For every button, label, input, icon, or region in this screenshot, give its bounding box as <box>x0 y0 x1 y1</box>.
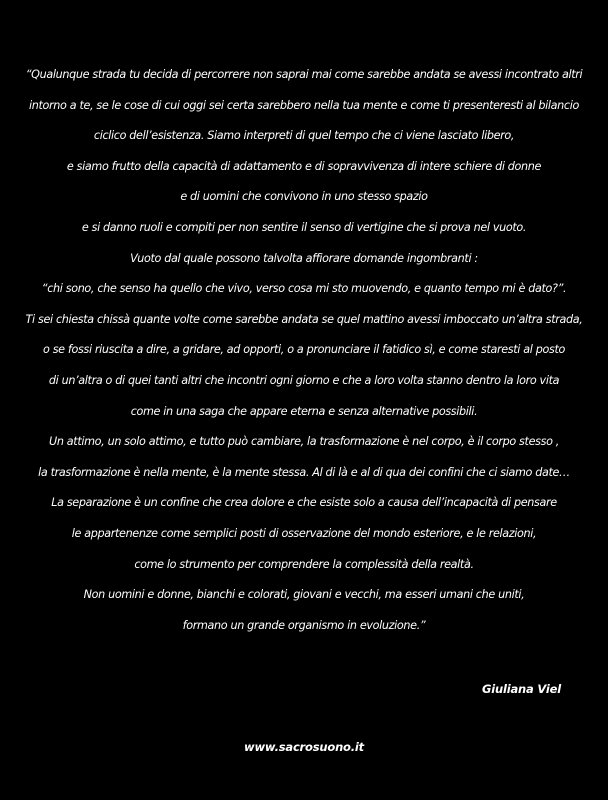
poem-line: La separazione è un confine che crea dolore e che esiste solo a causa dell’incapacità di pensare <box>51 496 557 510</box>
poem-line: come lo strumento per comprendere la complessità della realtà. <box>134 557 474 571</box>
poem-line: Non uomini e donne, bianchi e colorati, giovani e vecchi, ma esseri umani che uniti, <box>83 588 525 602</box>
poem-line: Ti sei chiesta chissà quante volte come sarebbe andata se quel mattino avessi imboccato un’altra strada, <box>25 312 583 326</box>
website-url: www.sacrosuono.it <box>244 740 364 754</box>
author-signature: Giuliana Viel <box>482 682 561 696</box>
poem-line: ciclico dell’esistenza. Siamo interpreti di quel tempo che ci viene lasciato libero, <box>93 129 515 143</box>
poem-line: e siamo frutto della capacità di adattamento e di sopravvivenza di intere schiere di donne <box>66 159 542 173</box>
poem-line: di un’altra o di quei tanti altri che incontri ogni giorno e che a loro volta stanno dentro la loro vita <box>48 373 560 387</box>
poem-line: “chi sono, che senso ha quello che vivo, verso cosa mi sto muovendo, e quanto tempo mi è dato?”. <box>41 282 567 296</box>
poem-line: formano un grande organismo in evoluzione.” <box>182 618 426 632</box>
poem-line: e di uomini che convivono in uno stesso spazio <box>180 190 428 204</box>
poem-line: e si danno ruoli e compiti per non sentire il senso di vertigine che si prova nel vuoto. <box>81 220 527 234</box>
poem-line: “Qualunque strada tu decida di percorrere non saprai mai come sarebbe andata se avessi incontrato altri <box>25 68 583 81</box>
poem-text <box>0 60 608 641</box>
poem-line: o se fossi riuscita a dire, a gridare, ad opporti, o a pronunciare il fatidico sì, e come staresti al posto <box>43 343 565 357</box>
poem-line: come in una saga che appare eterna e senza alternative possibili. <box>130 404 478 418</box>
poem-line: Un attimo, un solo attimo, e tutto può cambiare, la trasformazione è nel corpo, è il corpo stesso , <box>49 435 559 449</box>
poem-line: Vuoto dal quale possono talvolta affiorare domande ingombranti : <box>130 251 478 265</box>
poem-line: le appartenenze come semplici posti di osservazione del mondo esteriore, e le relazioni, <box>71 526 537 540</box>
poem-line: intorno a te, se le cose di cui oggi sei certa sarebbero nella tua mente e come ti presenteresti al bilancio <box>29 98 579 112</box>
poem-line: la trasformazione è nella mente, è la mente stessa. Al di là e al di qua dei confini che ci siamo date… <box>38 465 570 479</box>
